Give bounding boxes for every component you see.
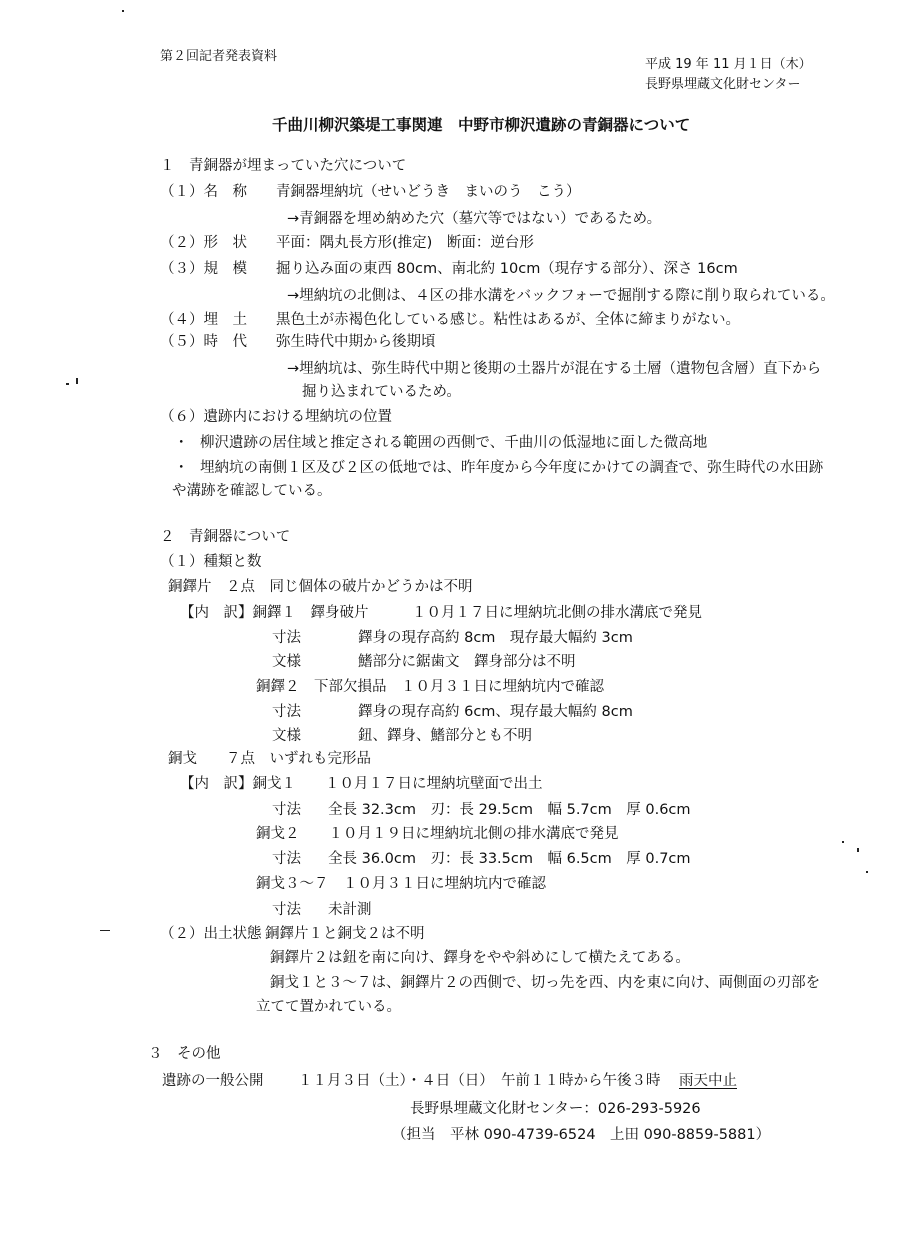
document-title: 千曲川柳沢築堤工事関連 中野市柳沢遺跡の青銅器について <box>272 116 691 134</box>
item-scale-value: 掘り込み面の東西 80cm、南北約 10cm（現存する部分）、深さ 16cm <box>276 261 738 277</box>
item-soil-value: 黒色土が赤褐色化している感じ。粘性はあるが、全体に締まりがない。 <box>276 312 740 328</box>
contact-organization: 長野県埋蔵文化財センター：026-293-5926 <box>410 1101 701 1117</box>
position-bullet-1: 柳沢遺跡の居住域と推定される範囲の西側で、千曲川の低湿地に面した微高地 <box>200 435 708 451</box>
item-position-label: （６）遺跡内における埋納坑の位置 <box>160 409 392 425</box>
item-name-label: （１）名 称 <box>160 184 247 200</box>
excavation-state-line-3: 銅戈１と３～７は、銅鐸片２の西側で、切っ先を西、内を東に向け、両側面の刃部を <box>270 975 821 991</box>
dotaku-2-summary: 銅鐸２ 下部欠損品 １０月３１日に埋納坑内で確認 <box>256 679 604 695</box>
doka-summary: 銅戈 ７点 いずれも完形品 <box>168 751 371 767</box>
dotaku-1-size: 鐸身の現存高約 8cm 現存最大幅約 3cm <box>358 630 633 646</box>
contact-persons: （担当 平林 090-4739-6524 上田 090-8859-5881） <box>392 1127 771 1143</box>
scan-speck <box>76 378 78 384</box>
doka-1-size: 全長 32.3cm 刃：長 29.5cm 幅 5.7cm 厚 0.6cm <box>328 802 691 818</box>
doka-3-7-size-label: 寸法 <box>272 902 301 918</box>
bullet-marker: ・ <box>174 435 189 451</box>
public-viewing-label: 遺跡の一般公開 <box>162 1073 264 1089</box>
item-era-label: （５）時 代 <box>160 334 247 350</box>
position-bullet-2: 埋納坑の南側１区及び２区の低地では、昨年度から今年度にかけての調査で、弥生時代の水田跡 <box>200 460 824 476</box>
item-name-value: 青銅器埋納坑（せいどうき まいのう こう） <box>276 184 581 200</box>
scan-speck <box>866 871 868 873</box>
dotaku-1-size-label: 寸法 <box>272 630 301 646</box>
item-shape-label: （２）形 状 <box>160 235 247 251</box>
dotaku-2-pattern-label: 文様 <box>272 728 301 744</box>
section-1-heading: １ 青銅器が埋まっていた穴について <box>160 158 407 174</box>
dotaku-2-size-label: 寸法 <box>272 704 301 720</box>
doka-3-7-summary: 銅戈３～７ １０月３１日に埋納坑内で確認 <box>256 876 546 892</box>
rain-cancellation-note: 雨天中止 <box>679 1073 737 1089</box>
scan-speck <box>122 10 124 12</box>
dotaku-breakdown-1: 【内 訳】銅鐸１ 鐸身破片 １０月１７日に埋納坑北側の排水溝底で発見 <box>180 605 702 621</box>
doka-3-7-size: 未計測 <box>328 902 372 918</box>
scan-speck <box>857 848 859 852</box>
dotaku-1-pattern-label: 文様 <box>272 654 301 670</box>
issuing-organization: 長野県埋蔵文化財センター <box>645 77 801 92</box>
doka-2-size-label: 寸法 <box>272 851 301 867</box>
doka-2-summary: 銅戈２ １０月１９日に埋納坑北側の排水溝底で発見 <box>256 826 619 842</box>
item-era-note-1: →埋納坑は、弥生時代中期と後期の土器片が混在する土層（遺物包含層）直下から <box>287 361 822 377</box>
item-scale-note: →埋納坑の北側は、４区の排水溝をバックフォーで掘削する際に削り取られている。 <box>287 288 835 304</box>
section-3-heading: ３ その他 <box>148 1046 221 1062</box>
scan-speck <box>100 930 110 931</box>
doka-1-size-label: 寸法 <box>272 802 301 818</box>
doka-breakdown-1: 【内 訳】銅戈１ １０月１７日に埋納坑壁面で出土 <box>180 776 543 792</box>
dotaku-1-pattern: 鰭部分に鋸歯文 鐸身部分は不明 <box>358 654 576 670</box>
document-label: 第２回記者発表資料 <box>160 49 278 64</box>
item-shape-value: 平面：隅丸長方形(推定) 断面：逆台形 <box>276 235 534 251</box>
doka-2-size: 全長 36.0cm 刃：長 33.5cm 幅 6.5cm 厚 0.7cm <box>328 851 691 867</box>
document-date: 平成 19 年 11 月１日（木） <box>645 57 812 72</box>
types-label: （１）種類と数 <box>160 554 262 570</box>
dotaku-summary: 銅鐸片 ２点 同じ個体の破片かどうかは不明 <box>168 579 473 595</box>
item-name-note: →青銅器を埋め納めた穴（墓穴等ではない）であるため。 <box>287 211 662 227</box>
item-soil-label: （４）埋 土 <box>160 312 247 328</box>
item-era-value: 弥生時代中期から後期頃 <box>276 334 436 350</box>
excavation-state-line-2: 銅鐸片２は鈕を南に向け、鐸身をやや斜めにして横たえてある。 <box>270 950 690 966</box>
excavation-state-value: 銅鐸片１と銅戈２は不明 <box>265 926 425 942</box>
dotaku-2-size: 鐸身の現存高約 6cm、現存最大幅約 8cm <box>358 704 633 720</box>
bullet-marker: ・ <box>174 460 189 476</box>
item-era-note-2: 掘り込まれているため。 <box>302 384 461 400</box>
excavation-state-label: （２）出土状態 <box>160 926 262 942</box>
scan-speck <box>66 383 69 385</box>
dotaku-2-pattern: 鈕、鐸身、鰭部分とも不明 <box>358 728 532 744</box>
excavation-state-line-4: 立てて置かれている。 <box>256 999 401 1015</box>
scan-speck <box>842 841 844 843</box>
item-scale-label: （３）規 模 <box>160 261 247 277</box>
position-bullet-2-continued: や溝跡を確認している。 <box>172 483 332 499</box>
section-2-heading: ２ 青銅器について <box>160 529 291 545</box>
public-viewing-dates: １１月３日（土）・４日（日） 午前１１時から午後３時 <box>298 1073 661 1089</box>
